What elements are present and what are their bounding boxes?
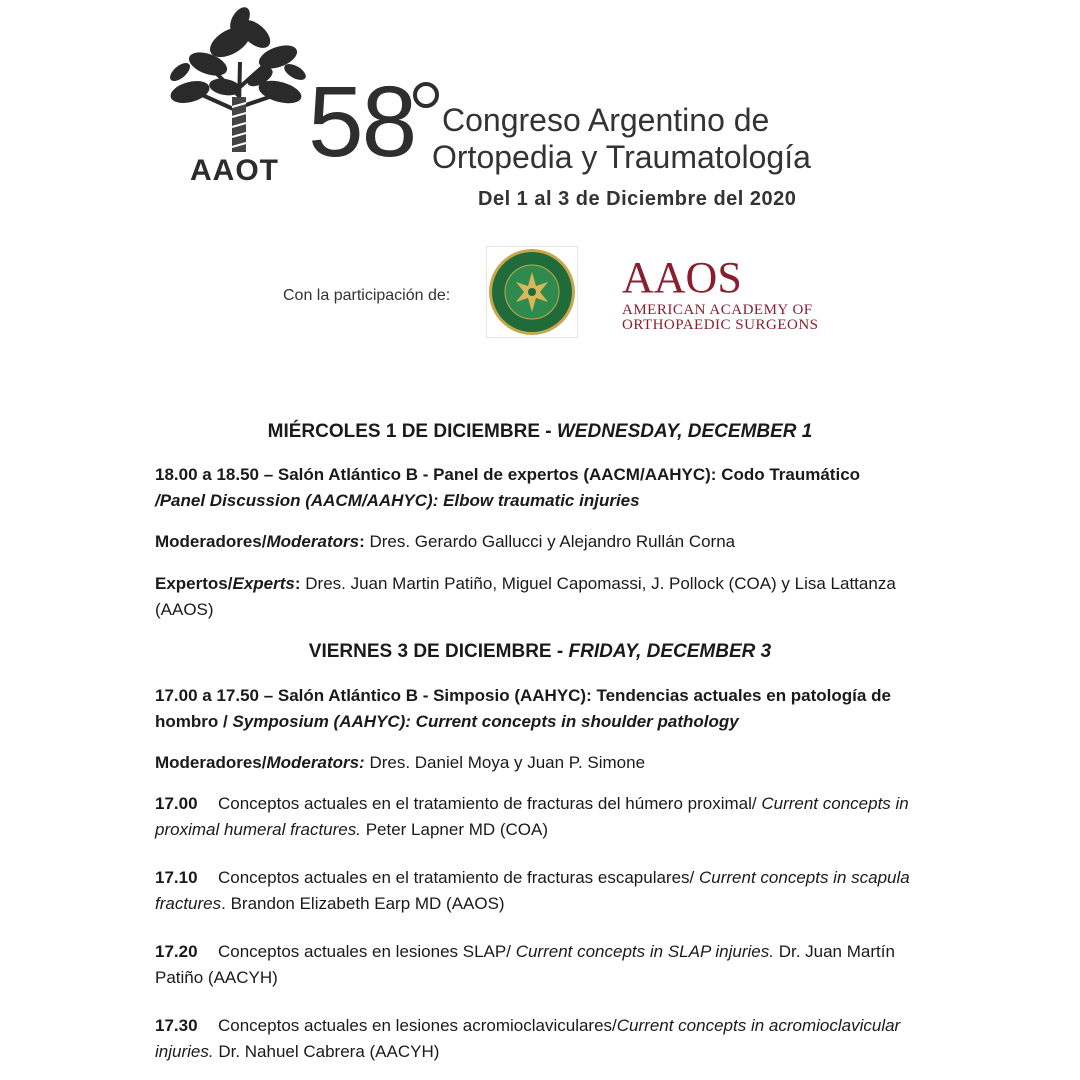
participation-label: Con la participación de:	[283, 287, 451, 304]
talk-time: 17.00	[155, 794, 198, 813]
day1-session-title-en: /Panel Discussion (AACM/AAHYC): Elbow traumatic injuries	[155, 491, 640, 510]
day1-heading-es: MIÉRCOLES 1 DE DICIEMBRE -	[267, 421, 557, 442]
day3-heading	[0, 641, 1080, 663]
talk-item	[155, 1013, 945, 1065]
day1-experts	[155, 571, 945, 623]
day1-heading	[0, 421, 1080, 443]
day1-experts-label-en: Experts	[232, 574, 295, 593]
talk-title-en: Current concepts in SLAP injuries.	[515, 942, 774, 961]
talk-item	[155, 791, 945, 843]
talk-title-es: Conceptos actuales en lesiones acromioclaviculares/	[218, 1016, 617, 1035]
aaos-name-line1: AMERICAN ACADEMY OF	[622, 302, 813, 318]
talk-item	[155, 865, 945, 917]
talk-speaker: Dr. Nahuel Cabrera (AACYH)	[213, 1042, 440, 1061]
talk-title-en: Current concepts in acromioclavicular injuries.	[155, 1016, 901, 1061]
day3-session-title	[155, 683, 945, 735]
day3-heading-es: VIERNES 3 DE DICIEMBRE -	[308, 641, 569, 662]
day1-moderators-colon: :	[359, 532, 365, 551]
congress-title-line1: Congreso Argentino de	[442, 102, 770, 138]
congress-number: 58	[308, 66, 416, 178]
degree-symbol	[413, 82, 439, 108]
talk-title-en: Current concepts in scapula fractures	[155, 868, 910, 913]
day1-moderators-label-en: Moderators	[266, 532, 360, 551]
day3-session-title-es: 17.00 a 17.50 – Salón Atlántico B - Simposio (AAHYC): Tendencias actuales en patología de hombro /	[155, 686, 891, 731]
talk-time: 17.10	[155, 868, 198, 887]
talk-speaker: . Brandon Elizabeth Earp MD (AAOS)	[221, 894, 505, 913]
day1-moderators	[155, 529, 945, 555]
talk-title-es: Conceptos actuales en el tratamiento de fracturas escapulares/	[218, 868, 699, 887]
talk-speaker: Dr. Juan Martín Patiño (AACYH)	[155, 942, 895, 987]
talk-title-es: Conceptos actuales en el tratamiento de fracturas del húmero proximal/	[218, 794, 762, 813]
day1-moderators-names: Dres. Gerardo Gallucci y Alejandro Rullán Corna	[364, 532, 736, 551]
day1-heading-en: WEDNESDAY, DECEMBER 1	[556, 421, 813, 442]
day3-session-title-en: Symposium (AAHYC): Current concepts in shoulder pathology	[232, 712, 739, 731]
day1-session-title	[155, 462, 945, 514]
talk-item	[155, 939, 945, 991]
aaot-logo-text: AAOT	[190, 154, 279, 187]
congress-dates: Del 1 al 3 de Diciembre del 2020	[478, 188, 797, 210]
talk-time: 17.30	[155, 1016, 198, 1035]
day3-heading-en: FRIDAY, DECEMBER 3	[568, 641, 772, 662]
talk-title-es: Conceptos actuales en lesiones SLAP/	[218, 942, 516, 961]
talk-time: 17.20	[155, 942, 198, 961]
talk-speaker: Peter Lapner MD (COA)	[360, 820, 549, 839]
coa-seal-logo	[486, 246, 578, 338]
day3-moderators-label-en: Moderators:	[266, 753, 365, 772]
aaos-name-line2: ORTHOPAEDIC SURGEONS	[622, 317, 819, 333]
congress-title-line2: Ortopedia y Traumatología	[432, 139, 811, 175]
day3-moderators-names: Dres. Daniel Moya y Juan P. Simone	[364, 753, 646, 772]
aaos-logo-text: AAOS	[622, 253, 742, 302]
day1-session-title-es: 18.00 a 18.50 – Salón Atlántico B - Panel de expertos (AACM/AAHYC): Codo Traumático	[155, 465, 861, 484]
aaos-logo	[620, 252, 800, 302]
day1-experts-label-es: Expertos/	[155, 574, 233, 593]
day3-moderators	[155, 750, 945, 776]
day1-experts-colon: :	[294, 574, 301, 593]
day1-experts-names: Dres. Juan Martin Patiño, Miguel Capomassi, J. Pollock (COA) y Lisa Lattanza (AAOS)	[155, 574, 896, 619]
day1-moderators-label-es: Moderadores/	[155, 532, 267, 551]
talk-title-en: Current concepts in proximal humeral fractures.	[155, 794, 909, 839]
day3-moderators-label-es: Moderadores/	[155, 753, 267, 772]
